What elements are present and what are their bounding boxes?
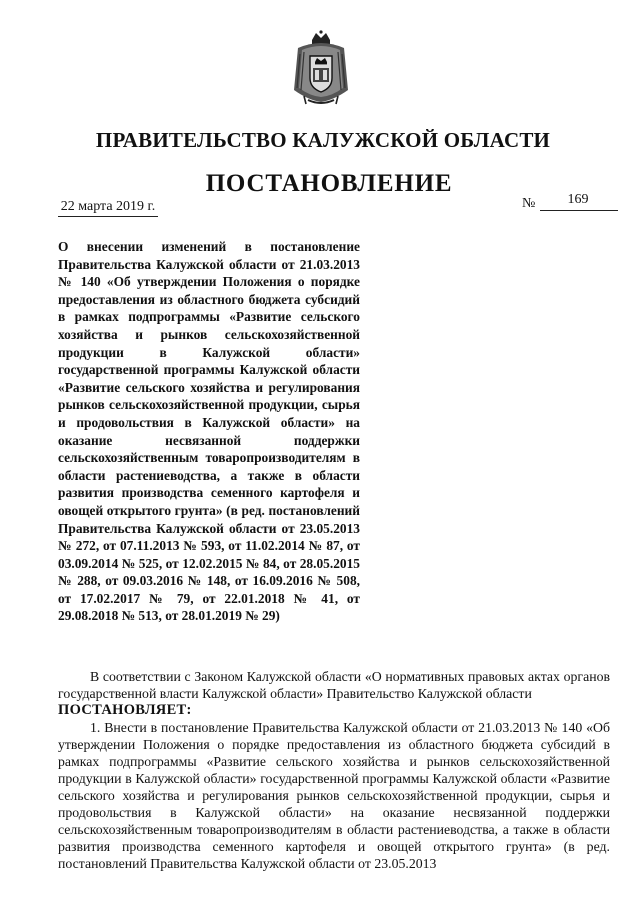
coat-of-arms-icon [290, 30, 352, 106]
document-subject: О внесении изменений в постановление Правительства Калужской области от 21.03.2013 № 140 «Об утверждении Положения о порядке предоставления из областного бюджета субсидий в рамках подпрограммы «Развитие сельского хозяйства и рынков сельскохозяйственной продукции в Калужской области» государственной программы Калужской области «Развитие сельского хозяйства и регулирования рынков сельскохозяйственной продукции, сырья и продовольствия в Калужской области» на оказание несвязанной поддержки сельскохозяйственным товаропроизводителям в области растениеводства, а также в области развития производства семенного картофеля и овощей открытого грунта» (в ред. постановлений Правительства Калужской области от 23.05.2013 № 272, от 07.11.2013 № 593, от 11.02.2014 № 87, от 03.09.2014 № 525, от 12.02.2015 № 84, от 28.05.2015 № 288, от 09.03.2016 № 148, от 16.09.2016 № 508, от 17.02.2017 № 79, от 22.01.2018 № 41, от 29.08.2018 № 513, от 28.01.2019 № 29) [58, 239, 360, 624]
document-body [58, 668, 610, 872]
resolve-heading: ПОСТАНОВЛЯЕТ: [58, 702, 192, 718]
item-1-paragraph: 1. Внести в постановление Правительства Калужской области от 21.03.2013 № 140 «Об утверждении Положения о порядке предоставления из областного бюджета субсидий в рамках подпрограммы «Развитие сельского хозяйства и рынков сельскохозяйственной продукции в Калужской области» государственной программы Калужской области «Развитие сельского хозяйства и регулирования рынков сельскохозяйственной продукции, сырья и продовольствия в Калужской области» на оказание несвязанной поддержки сельскохозяйственным товаропроизводителям в области растениеводства, а также в области развития производства семенного картофеля и овощей открытого грунта» (в ред. постановлений Правительства Калужской области от 23.05.2013 [58, 720, 610, 871]
document-type-heading: ПОСТАНОВЛЕНИЕ [205, 170, 453, 197]
number-underline [540, 210, 618, 211]
preamble-paragraph: В соответствии с Законом Калужской области «О нормативных правовых актах органов государственной власти Калужской области» Правительство Калужской области [58, 669, 610, 701]
number-sign: № [522, 196, 536, 211]
document-date: 22 марта 2019 г. [58, 198, 158, 217]
document-number: 169 [567, 192, 589, 207]
organization-title: ПРАВИТЕЛЬСТВО КАЛУЖСКОЙ ОБЛАСТИ [95, 128, 551, 152]
document-number-block [522, 192, 618, 214]
